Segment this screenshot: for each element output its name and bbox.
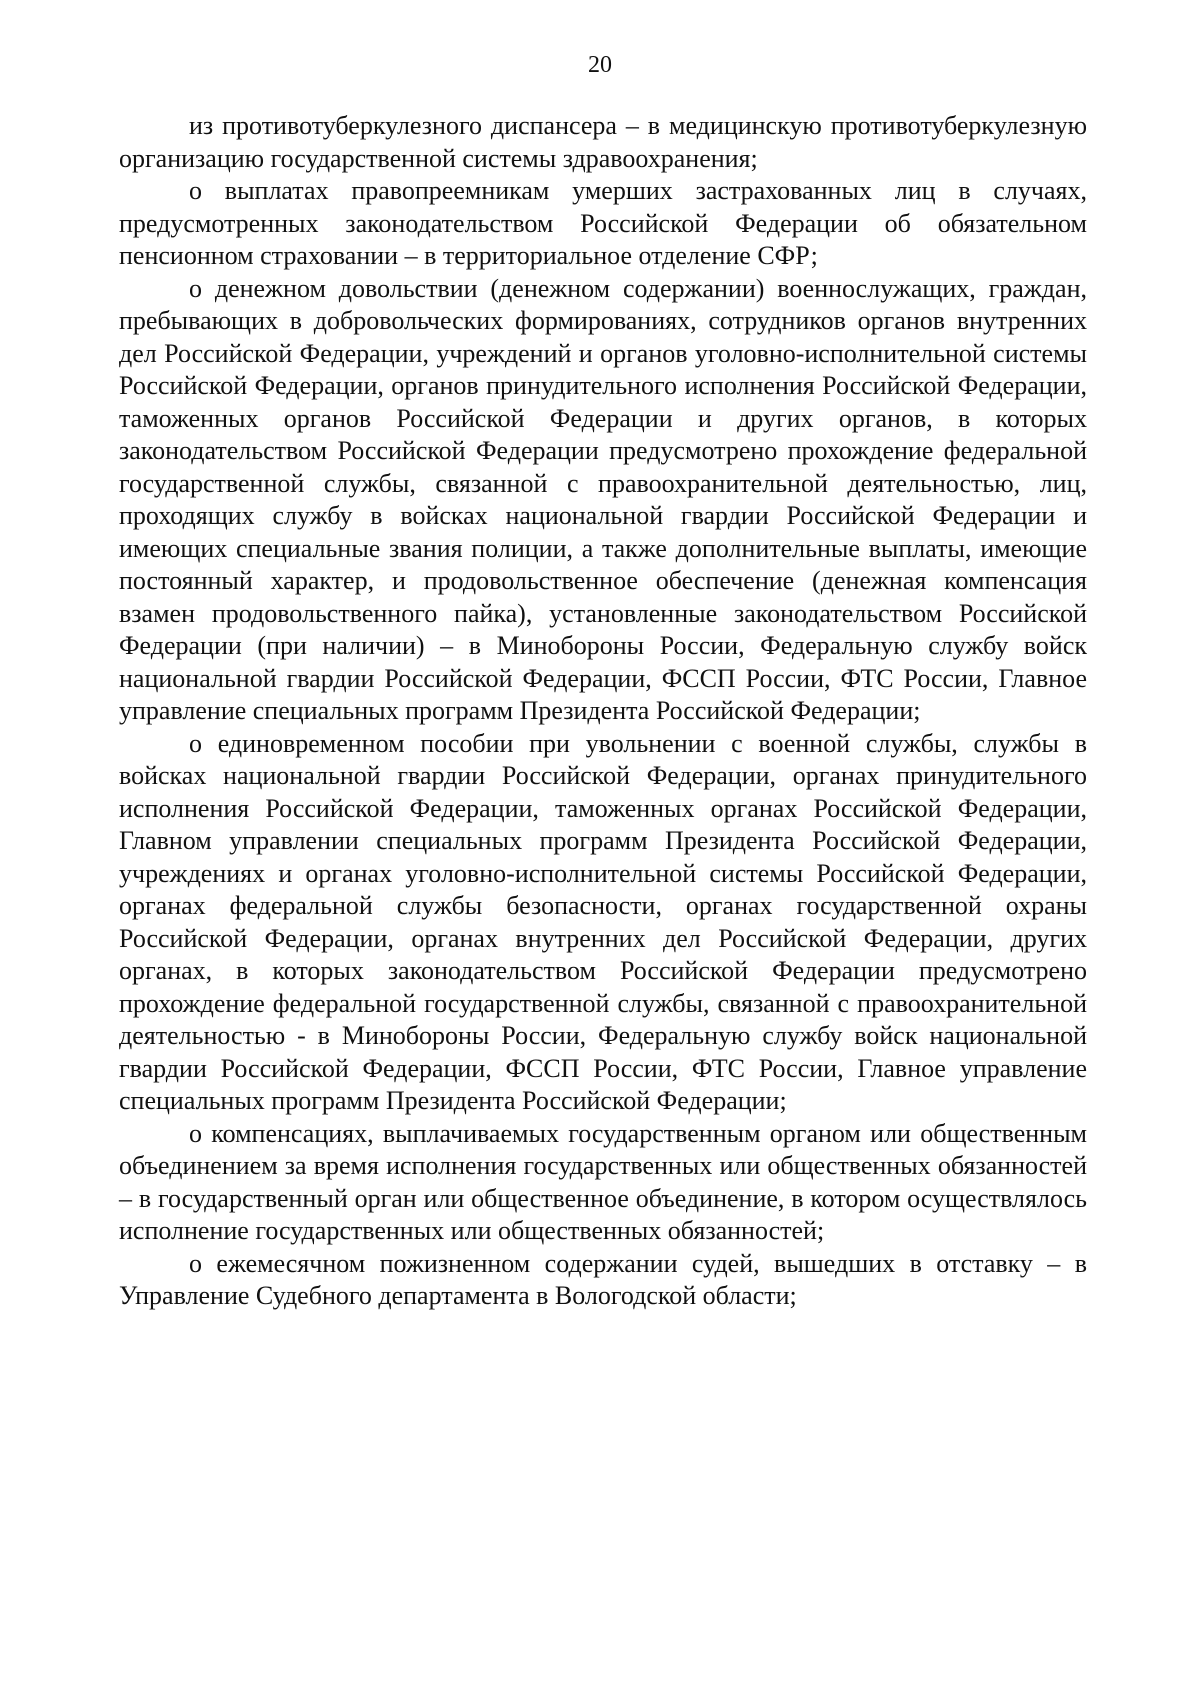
paragraph-compensations: о компенсациях, выплачиваемых государственным органом или общественным объединением за время исполнения государственных или общественных обязанностей – в государственный орган или общественное объединение, в котором осуществлялось исполнение государственных или общественных обязанностей;	[119, 1118, 1087, 1245]
paragraph-one-time-severance: о единовременном пособии при увольнении с военной службы, службы в войсках национальной гвардии Российской Федерации, органах принудительного исполнения Российской Федерации, таможенных органах Российской Федерации, Главном управлении специальных программ Президента Российской Федерации, учреждениях и органах уголовно-исполнительной системы Российской Федерации, органах федеральной службы безопасности, органах государственной охраны Российской Федерации, органах внутренних дел Российской Федерации, других органах, в которых законодательством Российской Федерации предусмотрено прохождение федеральной государственной службы, связанной с правоохранительной деятельностью - в Минобороны России, Федеральную службу войск национальной гвардии Российской Федерации, ФССП России, ФТС России, Главное управление специальных программ Президента Российской Федерации;	[119, 728, 1087, 1115]
page-number: 20	[588, 52, 612, 78]
paragraph-payments-to-successors: о выплатах правопреемникам умерших застрахованных лиц в случаях, предусмотренных законодательством Российской Федерации об обязательном пенсионном страховании – в территориальное отделение СФР;	[119, 176, 1087, 270]
paragraph-monetary-allowance: о денежном довольствии (денежном содержании) военнослужащих, граждан, пребывающих в добровольческих формированиях, сотрудников органов внутренних дел Российской Федерации, учреждений и органов уголовно-исполнительной системы Российской Федерации, органов принудительного исполнения Российской Федерации, таможенных органов Российской Федерации и других органов, в которых законодательством Российской Федерации предусмотрено прохождение федеральной государственной службы, связанной с правоохранительной деятельностью, лиц, проходящих службу в войсках национальной гвардии Российской Федерации и имеющих специальные звания полиции, а также дополнительные выплаты, имеющие постоянный характер, и продовольственное обеспечение (денежная компенсация взамен продовольственного пайка), установленные законодательством Российской Федерации (при наличии) – в Минобороны России, Федеральную службу войск национальной гвардии Российской Федерации, ФССП России, ФТС России, Главное управление специальных программ Президента Российской Федерации;	[119, 273, 1087, 725]
paragraph-tuberculosis-dispensary: из противотуберкулезного диспансера – в медицинскую противотуберкулезную организацию государственной системы здравоохранения;	[119, 111, 1087, 173]
document-body	[119, 110, 1087, 1313]
paragraph-retired-judges: о ежемесячном пожизненном содержании судей, вышедших в отставку – в Управление Судебного департамента в Вологодской области;	[119, 1248, 1087, 1310]
